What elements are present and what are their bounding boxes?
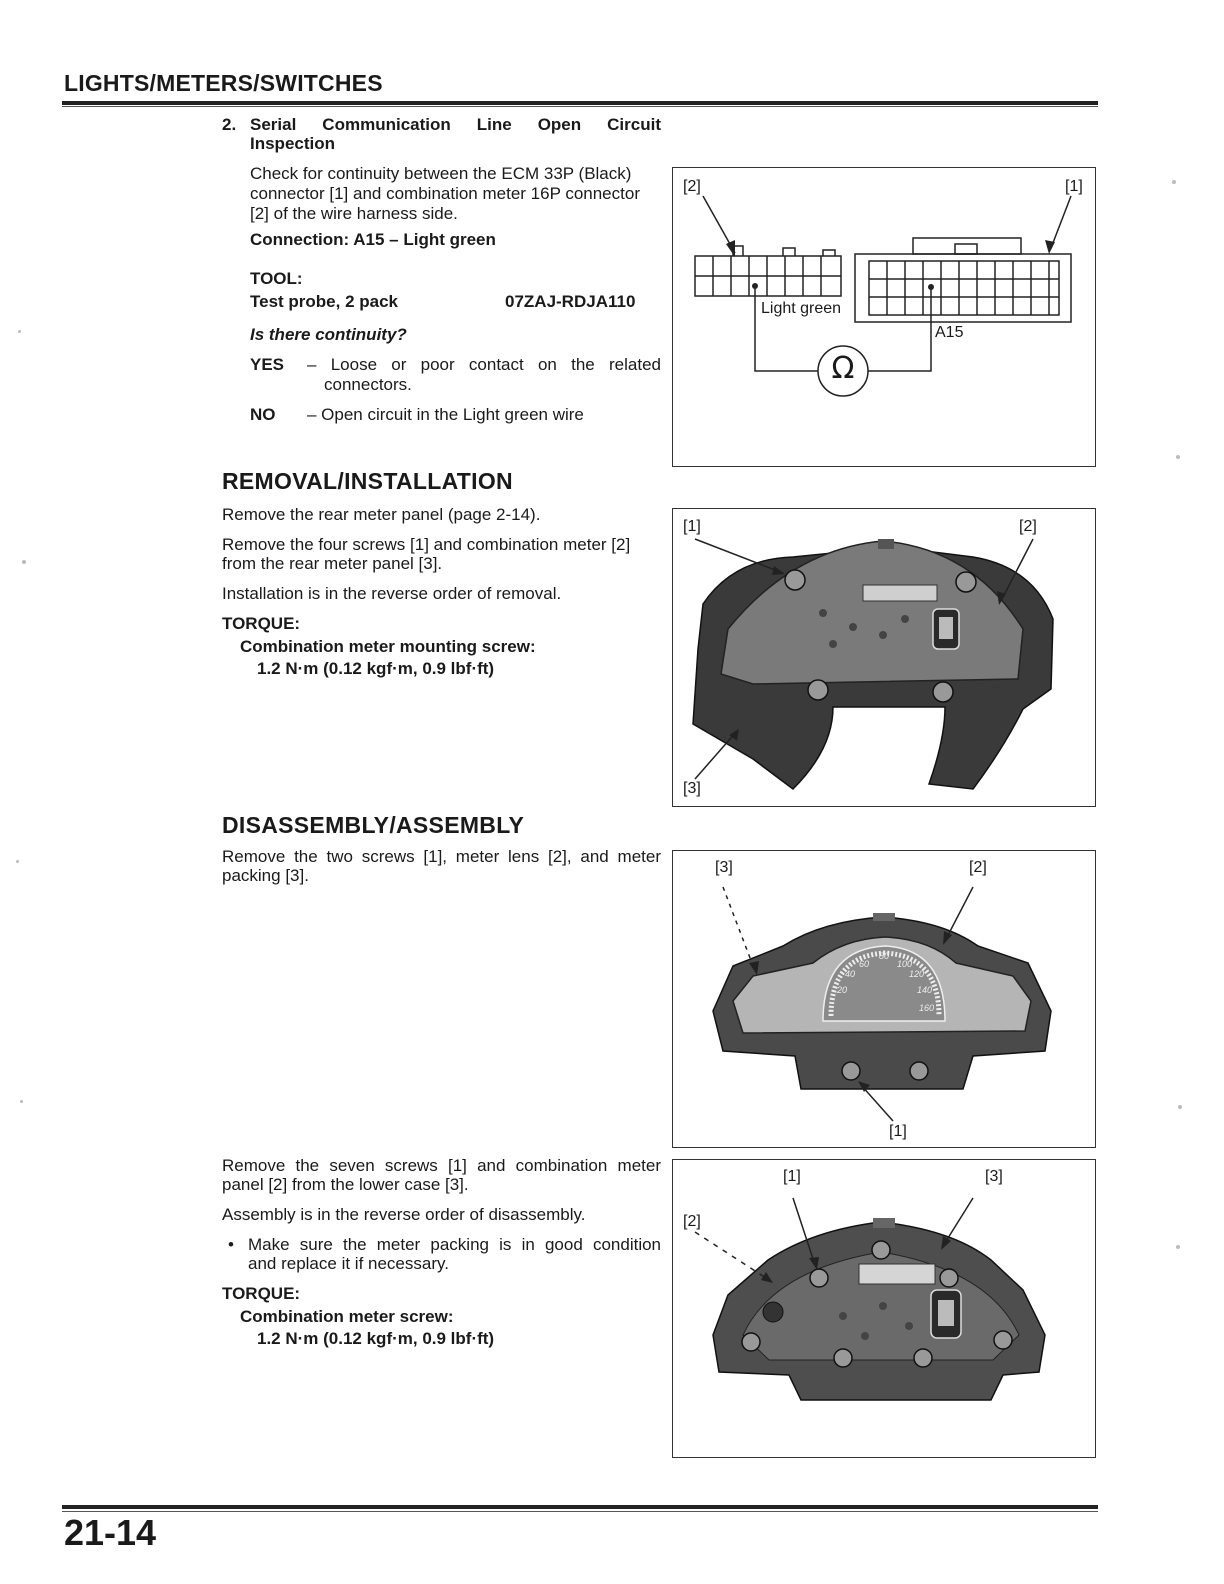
inspection-para-line2: connector [1] and combination meter 16P connector bbox=[250, 184, 640, 203]
bullet-line2: and replace it if necessary. bbox=[248, 1254, 449, 1273]
inspection-para-line3: [2] of the wire harness side. bbox=[250, 204, 458, 223]
page-section-title: LIGHTS/METERS/SWITCHES bbox=[64, 70, 383, 96]
wire-color-label: Light green bbox=[761, 300, 842, 317]
disassembly-para-1-line1: Remove the two screws [1], meter lens [2], and meter bbox=[222, 847, 661, 866]
speed-20: 20 bbox=[837, 985, 848, 995]
scan-speck bbox=[22, 560, 26, 564]
disassembly-para-3: Assembly is in the reverse order of disassembly. bbox=[222, 1205, 586, 1224]
yes-text-line1: – Loose or poor contact on the related bbox=[307, 355, 661, 374]
scan-speck bbox=[18, 330, 21, 333]
disassembly-torque-item: Combination meter screw: bbox=[240, 1307, 454, 1326]
removal-para-2-line1: Remove the four screws [1] and combination meter [2] bbox=[222, 535, 631, 554]
disassembly-para-2-line2: panel [2] from the lower case [3]. bbox=[222, 1175, 469, 1194]
header-rule bbox=[62, 101, 1098, 105]
label-panel-3: [3] bbox=[683, 780, 701, 797]
step-title-line1: Serial Communication Line Open Circuit bbox=[250, 115, 661, 134]
tool-number: 07ZAJ-RDJA110 bbox=[505, 292, 636, 311]
speed-120: 120 bbox=[909, 969, 925, 979]
removal-torque-value: 1.2 N·m (0.12 kgf·m, 0.9 lbf·ft) bbox=[257, 659, 495, 678]
disassembly-heading: DISASSEMBLY/ASSEMBLY bbox=[222, 812, 525, 838]
speed-140: 140 bbox=[917, 985, 933, 995]
speed-40: 40 bbox=[845, 969, 856, 979]
removal-torque-heading: TORQUE: bbox=[222, 614, 301, 633]
scan-speck bbox=[16, 860, 19, 863]
terminal-label: A15 bbox=[935, 324, 964, 341]
bullet-line1: Make sure the meter packing is in good condition bbox=[248, 1235, 661, 1254]
combination-meter-16p-connector bbox=[695, 246, 841, 296]
rear-meter-panel-photo bbox=[672, 508, 1096, 807]
removal-para-2-line2: from the rear meter panel [3]. bbox=[222, 554, 443, 573]
disassembly-torque-heading: TORQUE: bbox=[222, 1284, 301, 1303]
page-number: 21-14 bbox=[64, 1512, 157, 1553]
scan-speck bbox=[1176, 1245, 1180, 1249]
speed-60: 60 bbox=[859, 959, 870, 969]
label-meter-panel-2: [2] bbox=[683, 1213, 701, 1230]
tool-name: Test probe, 2 pack bbox=[250, 292, 399, 311]
header-rule-thin bbox=[62, 106, 1098, 107]
scan-speck bbox=[1176, 455, 1180, 459]
label-screws-1: [1] bbox=[683, 518, 701, 535]
inspection-para-line1: Check for continuity between the ECM 33P (Black) bbox=[250, 164, 632, 183]
tool-heading: TOOL: bbox=[250, 269, 303, 288]
no-label: NO bbox=[250, 405, 276, 424]
no-text: – Open circuit in the Light green wire bbox=[307, 405, 584, 424]
step-number: 2. bbox=[222, 115, 237, 134]
removal-para-3: Installation is in the reverse order of removal. bbox=[222, 584, 562, 603]
step-title-line2: Inspection bbox=[250, 134, 336, 153]
ecm-33p-connector bbox=[855, 238, 1071, 322]
scan-speck bbox=[1172, 180, 1176, 184]
ohm-symbol: Ω bbox=[831, 351, 855, 386]
label-screws-1: [1] bbox=[889, 1123, 907, 1140]
label-lower-case-3: [3] bbox=[985, 1168, 1003, 1185]
scan-speck bbox=[20, 1100, 23, 1103]
footer-rule bbox=[62, 1505, 1098, 1509]
speed-160: 160 bbox=[919, 1003, 935, 1013]
removal-torque-item: Combination meter mounting screw: bbox=[240, 637, 536, 656]
yes-text-line2: connectors. bbox=[324, 375, 412, 394]
footer-rule-thin bbox=[62, 1511, 1098, 1512]
disassembly-para-2-line1: Remove the seven screws [1] and combination meter bbox=[222, 1156, 661, 1175]
speed-100: 100 bbox=[897, 959, 913, 969]
label-lens-2: [2] bbox=[969, 859, 987, 876]
meter-lower-case-photo bbox=[672, 1159, 1096, 1458]
removal-para-1: Remove the rear meter panel (page 2-14). bbox=[222, 505, 541, 524]
meter-front-photo bbox=[672, 850, 1096, 1148]
connector-wiring-figure bbox=[672, 167, 1096, 467]
scan-speck bbox=[1178, 1105, 1182, 1109]
yes-label: YES bbox=[250, 355, 285, 374]
label-connector-1: [1] bbox=[1065, 178, 1083, 195]
removal-heading: REMOVAL/INSTALLATION bbox=[222, 468, 513, 494]
disassembly-para-1-line2: packing [3]. bbox=[222, 866, 309, 885]
label-meter-2: [2] bbox=[1019, 518, 1037, 535]
label-connector-2: [2] bbox=[683, 178, 701, 195]
disassembly-torque-value: 1.2 N·m (0.12 kgf·m, 0.9 lbf·ft) bbox=[257, 1329, 495, 1348]
bullet-dot: • bbox=[228, 1235, 234, 1254]
continuity-question: Is there continuity? bbox=[250, 325, 407, 344]
label-screws-1: [1] bbox=[783, 1168, 801, 1185]
speed-80: 80 bbox=[879, 951, 890, 961]
label-packing-3: [3] bbox=[715, 859, 733, 876]
connection-spec: Connection: A15 – Light green bbox=[250, 230, 496, 249]
